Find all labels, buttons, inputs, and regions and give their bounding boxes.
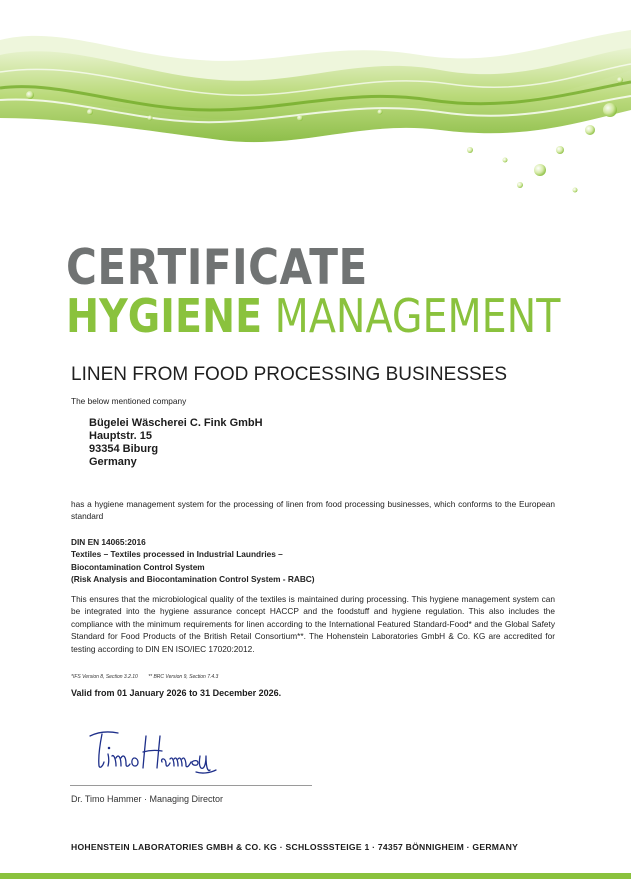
company-address — [89, 417, 263, 469]
company-city: 93354 Biburg — [89, 443, 159, 455]
footnote-brc: ** BRC Version 9, Section 7.4.3 — [148, 674, 219, 680]
header-wave-image — [0, 0, 631, 230]
standard-line-1: Textiles – Textiles processed in Industrial Laundries – — [71, 549, 283, 560]
certificate-subtitle: LINEN FROM FOOD PROCESSING BUSINESSES — [71, 364, 508, 385]
standard-line-3: (Risk Analysis and Biocontamination Control System - RABC) — [71, 573, 315, 584]
description-paragraph: This ensures that the microbiological quality of the textiles is maintained during processing. This hygiene management system can be integrated into the hygiene assurance concept HACCP and the foodstuff and hygiene regulation. This also includes the compliance with the minimum requirements for linen according to the International Featured Standard-Food* and the Global Safety Standard for Food Products of the British Retail Consortium**. The Hohenstein Laboratories GmbH & Co. KG are accredited for testing according to DIN EN ISO/IEC 17020:2012. — [71, 594, 555, 654]
intro-text: The below mentioned company — [71, 396, 187, 406]
hygiene-management-title — [66, 289, 561, 343]
certificate-title: CERTIFICATE — [66, 239, 368, 296]
footnotes — [71, 674, 227, 680]
handwritten-signature — [88, 726, 218, 776]
bottom-accent-bar — [0, 873, 631, 879]
signer-name: Dr. Timo Hammer · Managing Director — [71, 794, 224, 804]
standard-line-2: Biocontamination Control System — [71, 561, 205, 572]
footer-address: HOHENSTEIN LABORATORIES GMBH & CO. KG · SCHLOSSSTEIGE 1 · 74357 BÖNNIGHEIM · GERMANY — [71, 842, 519, 852]
standard-block — [71, 536, 315, 585]
footnote-ifs: *IFS Version 8, Section 3.2.10 — [71, 674, 138, 680]
signature-line — [70, 785, 312, 786]
standard-code: DIN EN 14065:2016 — [71, 537, 146, 547]
management-word: MANAGEMENT — [262, 289, 561, 343]
company-street: Hauptstr. 15 — [89, 430, 152, 442]
hygiene-word: HYGIENE — [66, 289, 263, 343]
validity-period: Valid from 01 January 2026 to 31 December 2026. — [71, 688, 282, 698]
company-country: Germany — [89, 456, 137, 468]
conformity-paragraph: has a hygiene management system for the processing of linen from food processing businesses, which conforms to the European standard — [71, 499, 555, 522]
company-name: Bügelei Wäscherei C. Fink GmbH — [89, 417, 263, 429]
